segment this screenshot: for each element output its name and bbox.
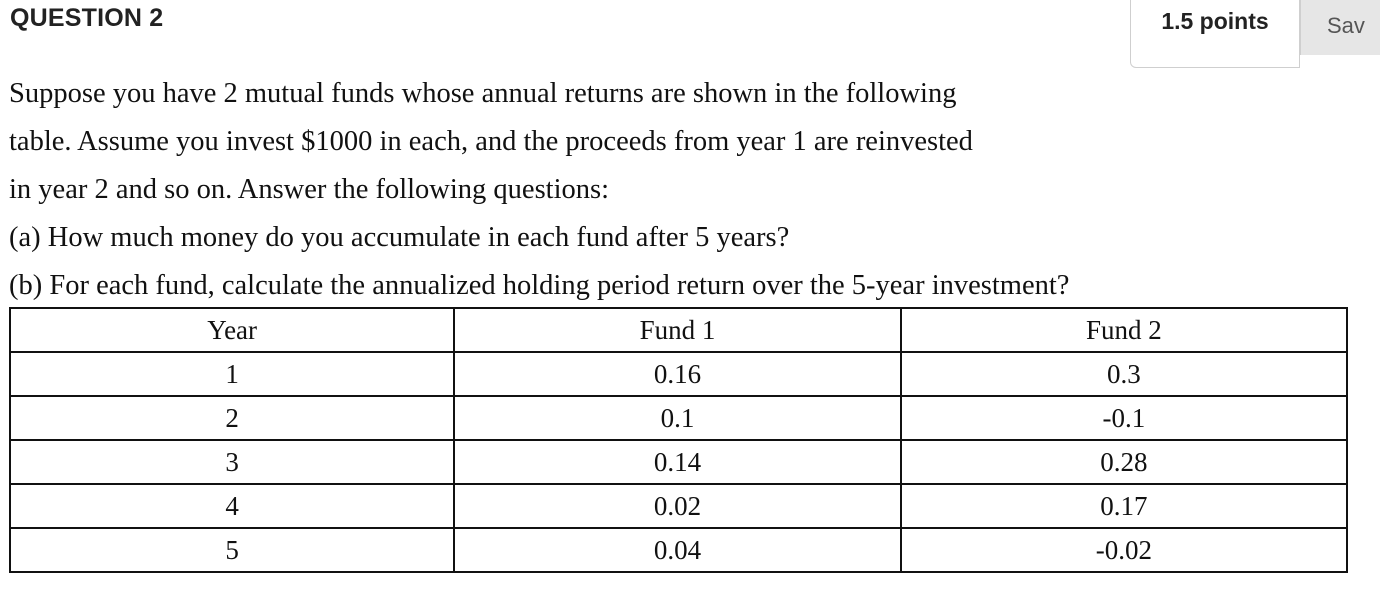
table-row xyxy=(10,484,1347,528)
header-fund-1: Fund 1 xyxy=(454,308,900,352)
points-badge xyxy=(1130,0,1300,68)
cell-fund-1: 0.16 xyxy=(454,352,900,396)
cell-fund-2: 0.3 xyxy=(901,352,1347,396)
table-row xyxy=(10,528,1347,572)
table-row xyxy=(10,440,1347,484)
cell-fund-1: 0.04 xyxy=(454,528,900,572)
cell-fund-1: 0.1 xyxy=(454,396,900,440)
question-part-b: (b) For each fund, calculate the annualized holding period return over the 5-year investment? xyxy=(9,270,1070,301)
table-header-row xyxy=(10,308,1347,352)
table-row xyxy=(10,352,1347,396)
question-part-a: (a) How much money do you accumulate in each fund after 5 years? xyxy=(9,222,790,253)
cell-fund-2: 0.17 xyxy=(901,484,1347,528)
cell-fund-2: 0.28 xyxy=(901,440,1347,484)
question-line: Suppose you have 2 mutual funds whose annual returns are shown in the following xyxy=(9,78,957,109)
points-label: 1.5 points xyxy=(1161,8,1269,34)
question-body xyxy=(9,70,1309,310)
header-fund-2: Fund 2 xyxy=(901,308,1347,352)
cell-year: 4 xyxy=(10,484,454,528)
cell-fund-1: 0.14 xyxy=(454,440,900,484)
cell-year: 1 xyxy=(10,352,454,396)
question-title: QUESTION 2 xyxy=(10,4,164,32)
cell-year: 5 xyxy=(10,528,454,572)
header-year: Year xyxy=(10,308,454,352)
returns-table xyxy=(9,307,1348,573)
question-line: in year 2 and so on. Answer the following questions: xyxy=(9,174,610,205)
question-line: table. Assume you invest $1000 in each, and the proceeds from year 1 are reinvested xyxy=(9,126,973,157)
table-row xyxy=(10,396,1347,440)
cell-fund-1: 0.02 xyxy=(454,484,900,528)
save-answer-button[interactable]: Sav xyxy=(1300,0,1380,55)
cell-fund-2: -0.02 xyxy=(901,528,1347,572)
cell-year: 3 xyxy=(10,440,454,484)
cell-fund-2: -0.1 xyxy=(901,396,1347,440)
cell-year: 2 xyxy=(10,396,454,440)
